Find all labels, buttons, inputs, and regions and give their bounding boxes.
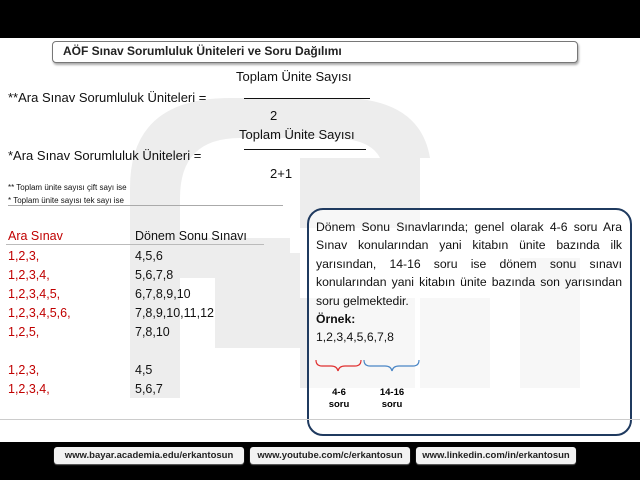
table-row-ara: 1,2,3, xyxy=(8,363,40,377)
table-row-ara: 1,2,3,4, xyxy=(8,268,50,282)
table-row-ara: 1,2,3,4, xyxy=(8,382,50,396)
formula2-denominator: 2+1 xyxy=(270,166,293,181)
formula2-numerator: Toplam Ünite Sayısı xyxy=(239,127,355,142)
slide xyxy=(0,38,640,442)
notes-divider xyxy=(8,205,283,206)
table-row-ara: 1,2,3,4,5, xyxy=(8,287,61,301)
table-row-ara: 1,2,5, xyxy=(8,325,40,339)
info-paragraph: Dönem Sonu Sınavlarında; genel olarak 4-6 soru Ara Sınav konularından yani kitabın ünite bazında ilk yarısından, 14-16 soru ise dönem sonu sınavı konularından yani kitabın ünite bazında son yarısından soru gelmektedir. xyxy=(316,220,622,308)
formula1-label: **Ara Sınav Sorumluluk Üniteleri = xyxy=(8,90,207,105)
brace2-unit: soru xyxy=(381,399,403,410)
brace1-count: 4-6 xyxy=(332,387,346,398)
table-header-divider xyxy=(6,244,264,245)
header-ara-sinav: Ara Sınav xyxy=(8,229,63,243)
footer-link-academia[interactable]: www.bayar.academia.edu/erkantosun xyxy=(54,447,244,464)
page-title: AÖF Sınav Sorumluluk Üniteleri ve Soru Dağılımı xyxy=(63,44,342,58)
formula2-label: *Ara Sınav Sorumluluk Üniteleri = xyxy=(8,148,202,163)
formula1-numerator: Toplam Ünite Sayısı xyxy=(236,69,352,84)
table-row-donem: 7,8,9,10,11,12 xyxy=(135,306,215,320)
footer-link-youtube[interactable]: www.youtube.com/c/erkantosun xyxy=(250,447,410,464)
brace2-label xyxy=(367,387,417,411)
brace-red-icon xyxy=(316,360,361,371)
brace1-unit: soru xyxy=(328,399,350,410)
table-row-ara: 1,2,3, xyxy=(8,249,40,263)
info-box xyxy=(307,208,632,436)
formula1-fraction-line xyxy=(244,98,370,99)
table-row-ara: 1,2,3,4,5,6, xyxy=(8,306,71,320)
brace-blue-icon xyxy=(364,360,419,371)
example-sequence: 1,2,3,4,5,6,7,8 xyxy=(316,330,394,345)
table-row-donem: 7,8,10 xyxy=(135,325,170,339)
note-even: ** Toplam ünite sayısı çift sayı ise xyxy=(8,183,127,192)
formula2-fraction-line xyxy=(244,149,366,150)
example-label: Örnek: xyxy=(316,312,356,327)
table-row-donem: 4,5,6 xyxy=(135,249,163,263)
note-odd: * Toplam ünite sayısı tek sayı ise xyxy=(8,196,124,205)
table-row-donem: 6,7,8,9,10 xyxy=(135,287,191,301)
title-box xyxy=(52,41,578,63)
table-row-donem: 5,6,7,8 xyxy=(135,268,174,282)
brace1-label xyxy=(319,387,359,411)
footer-link-linkedin[interactable]: www.linkedin.com/in/erkantosun xyxy=(416,447,576,464)
table-row-donem: 5,6,7 xyxy=(135,382,163,396)
footer-divider xyxy=(0,419,640,420)
header-donem-sonu: Dönem Sonu Sınavı xyxy=(135,229,247,243)
formula1-denominator: 2 xyxy=(270,108,278,123)
brace2-count: 14-16 xyxy=(379,387,405,398)
table-row-donem: 4,5 xyxy=(135,363,153,377)
